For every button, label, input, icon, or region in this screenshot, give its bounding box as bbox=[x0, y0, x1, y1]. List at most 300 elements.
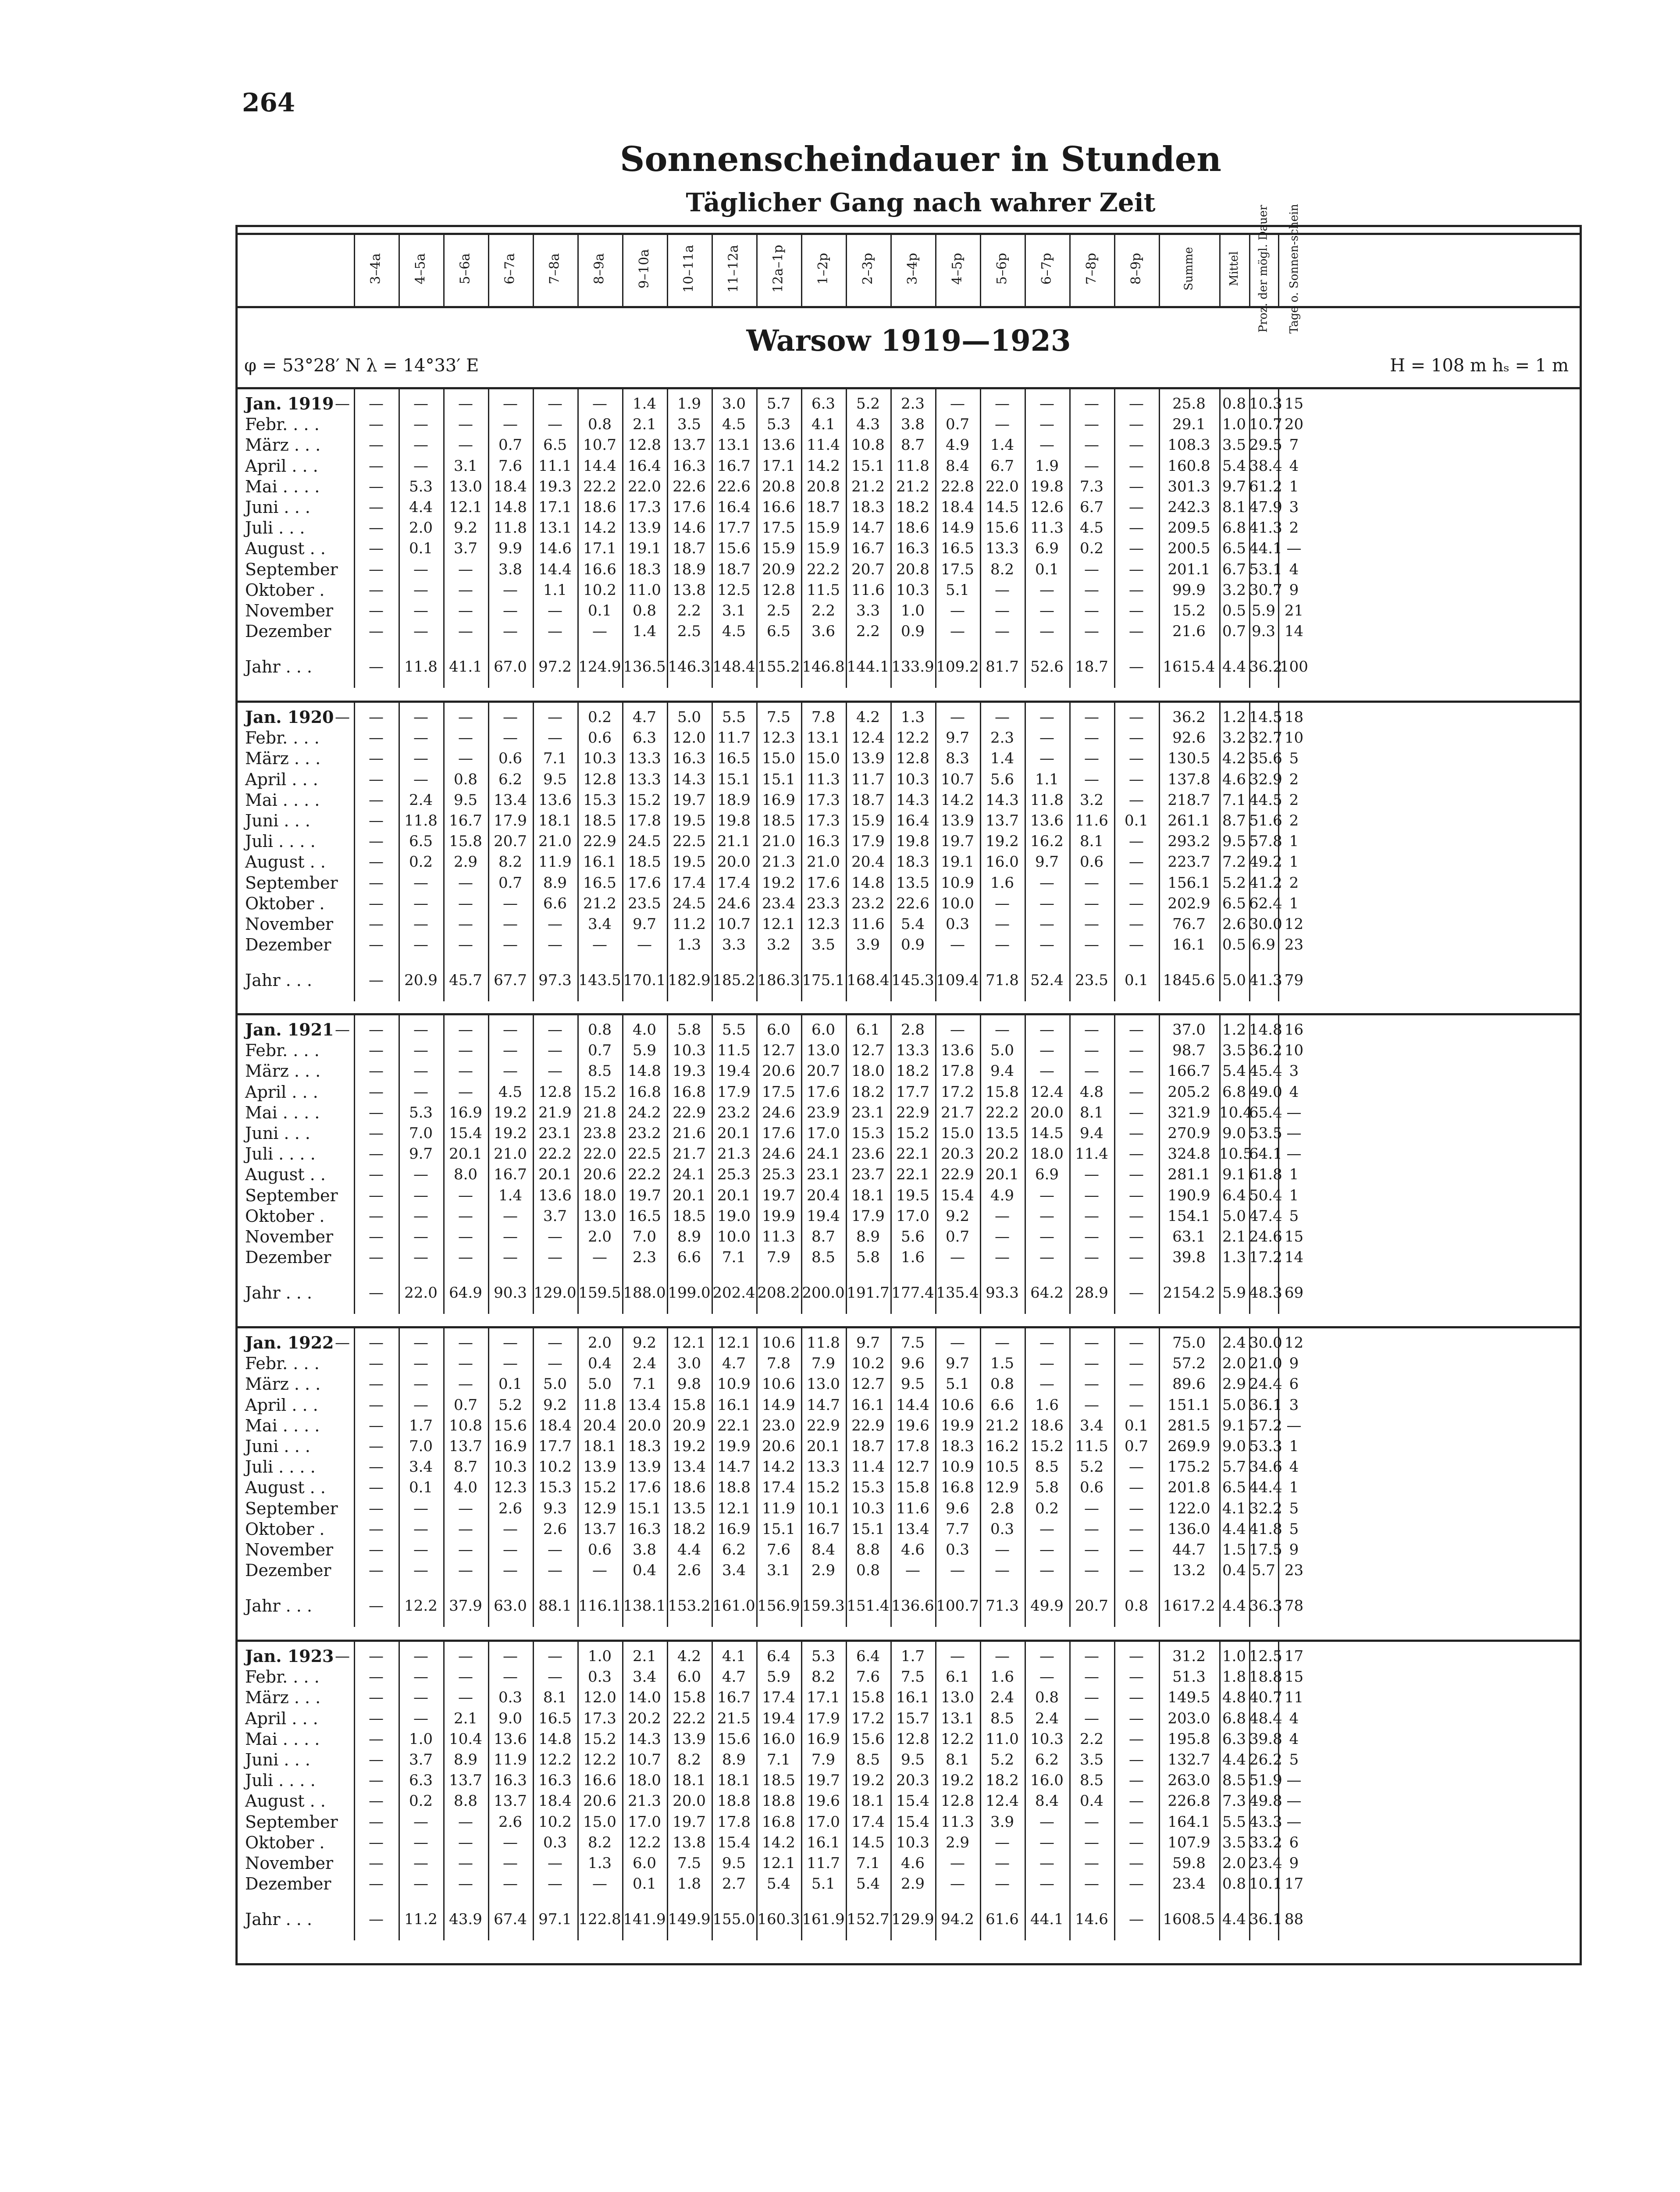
table-cell: 14.2 bbox=[583, 519, 616, 537]
table-cell: 4.7 bbox=[722, 1668, 746, 1686]
table-cell: 21.3 bbox=[628, 1792, 661, 1810]
table-cell: 0.3 bbox=[945, 915, 970, 933]
table-cell: 67.0 bbox=[494, 658, 527, 676]
table-cell: — bbox=[548, 936, 562, 954]
table-cell: — bbox=[369, 1103, 384, 1121]
table-cell: 8.4 bbox=[1035, 1792, 1059, 1810]
table-cell: 0.4 bbox=[587, 1355, 612, 1373]
table-cell: 12.8 bbox=[628, 436, 661, 454]
table-cell: 3.4 bbox=[587, 915, 612, 933]
table-cell: 15.1 bbox=[717, 770, 751, 788]
table-cell: 17.2 bbox=[1249, 1249, 1282, 1267]
table-cell: 2.3 bbox=[901, 395, 925, 413]
table-cell: 9.2 bbox=[543, 1396, 567, 1414]
table-cell: 324.8 bbox=[1167, 1145, 1210, 1163]
table-cell: 14.7 bbox=[717, 1458, 751, 1476]
table-cell: 67.4 bbox=[494, 1911, 527, 1929]
table-cell: 4.6 bbox=[901, 1854, 925, 1872]
table-cell: 9.2 bbox=[453, 519, 478, 537]
table-cell: 135.4 bbox=[936, 1284, 979, 1302]
table-cell: — bbox=[369, 1854, 384, 1872]
table-cell: 17.0 bbox=[807, 1124, 840, 1142]
table-cell: 24.6 bbox=[762, 1145, 795, 1163]
table-cell: 12.4 bbox=[851, 729, 885, 747]
table-cell: 7.6 bbox=[498, 457, 523, 475]
table-cell: 20.7 bbox=[807, 1062, 840, 1080]
table-cell: — bbox=[369, 1499, 384, 1517]
table-cell: 22.2 bbox=[628, 1166, 661, 1184]
month-label: April . . . bbox=[245, 456, 318, 476]
table-cell: 12.9 bbox=[583, 1499, 616, 1517]
table-cell: — bbox=[995, 1541, 1010, 1559]
table-cell: 18.5 bbox=[628, 853, 661, 871]
table-cell: 8.0 bbox=[453, 1166, 478, 1184]
table-cell: 51.9 bbox=[1249, 1772, 1282, 1790]
table-cell: 1 bbox=[1289, 1438, 1299, 1455]
table-cell: 17.2 bbox=[941, 1083, 974, 1101]
table-cell: 28.9 bbox=[1075, 1284, 1108, 1302]
table-cell: 29.5 bbox=[1249, 436, 1282, 454]
table-cell: 3.5 bbox=[811, 936, 836, 954]
table-cell: 44.1 bbox=[1030, 1911, 1064, 1929]
table-cell: 4.5 bbox=[498, 1083, 523, 1101]
table-cell: 12.8 bbox=[896, 750, 929, 768]
table-cell: 12.2 bbox=[628, 1833, 661, 1851]
table-cell: 18.5 bbox=[762, 1772, 795, 1790]
table-cell: — bbox=[1286, 1416, 1302, 1434]
table-cell: 186.3 bbox=[757, 971, 800, 989]
table-cell: 218.7 bbox=[1167, 791, 1210, 809]
table-cell: — bbox=[1039, 1334, 1054, 1352]
table-cell: 4 bbox=[1289, 457, 1299, 475]
table-cell: — bbox=[458, 1228, 473, 1245]
table-cell: 5.2 bbox=[1222, 874, 1246, 892]
table-cell: 226.8 bbox=[1167, 1792, 1210, 1810]
month-label: November bbox=[245, 915, 334, 934]
table-cell: 203.0 bbox=[1167, 1709, 1210, 1727]
table-cell: 5.0 bbox=[990, 1042, 1014, 1060]
table-cell: 14.3 bbox=[896, 791, 929, 809]
table-cell: — bbox=[1129, 436, 1144, 454]
table-cell: 0.3 bbox=[543, 1833, 567, 1851]
table-cell: 6.0 bbox=[766, 1021, 791, 1039]
table-cell: 5.0 bbox=[543, 1375, 567, 1393]
table-cell: 18.3 bbox=[896, 853, 929, 871]
table-cell: — bbox=[503, 1520, 518, 1538]
table-cell: 0.6 bbox=[587, 729, 612, 747]
table-cell: — bbox=[503, 1562, 518, 1580]
table-cell: 301.3 bbox=[1167, 477, 1210, 495]
table-cell: — bbox=[950, 623, 965, 641]
table-cell: 13.6 bbox=[941, 1042, 974, 1060]
table-cell: 10.3 bbox=[896, 581, 929, 599]
table-cell: 8.1 bbox=[1222, 498, 1246, 516]
table-cell: 11.9 bbox=[494, 1751, 527, 1769]
table-cell: — bbox=[1084, 416, 1099, 434]
table-cell: 201.8 bbox=[1167, 1479, 1210, 1497]
table-cell: 22.0 bbox=[404, 1284, 438, 1302]
month-label: August . . bbox=[245, 1791, 326, 1811]
table-cell: 17.4 bbox=[851, 1813, 885, 1831]
month-label: Juni . . . bbox=[245, 1437, 310, 1456]
table-cell: — bbox=[1084, 1228, 1099, 1245]
table-cell: — bbox=[1129, 1833, 1144, 1851]
table-cell: 12.8 bbox=[583, 770, 616, 788]
table-cell: 2.6 bbox=[677, 1562, 701, 1580]
table-cell: 23.2 bbox=[628, 1124, 661, 1142]
table-cell: 12.6 bbox=[1030, 498, 1064, 516]
table-cell: — bbox=[369, 1284, 384, 1302]
table-cell: 116.1 bbox=[578, 1597, 621, 1615]
table-cell: 6.8 bbox=[1222, 1709, 1246, 1727]
table-cell: 13.5 bbox=[673, 1499, 706, 1517]
table-cell: 63.1 bbox=[1172, 1228, 1206, 1245]
table-cell: — bbox=[950, 936, 965, 954]
table-cell: — bbox=[369, 1689, 384, 1707]
table-cell: 14.6 bbox=[1075, 1911, 1108, 1929]
table-cell: 23.2 bbox=[717, 1103, 751, 1121]
table-cell: 15.0 bbox=[941, 1124, 974, 1142]
table-cell: 22.1 bbox=[896, 1166, 929, 1184]
table-cell: 16.5 bbox=[583, 874, 616, 892]
table-cell: — bbox=[1129, 770, 1144, 788]
month-label: November bbox=[245, 1854, 334, 1873]
table-cell: — bbox=[503, 1021, 518, 1039]
table-cell: 17.5 bbox=[762, 519, 795, 537]
table-cell: 30.7 bbox=[1249, 581, 1282, 599]
table-cell: — bbox=[1129, 1124, 1144, 1142]
table-cell: 36.2 bbox=[1172, 708, 1206, 726]
table-cell: — bbox=[458, 560, 473, 578]
table-cell: — bbox=[458, 602, 473, 619]
table-cell: 13.6 bbox=[1030, 812, 1064, 829]
table-cell: 81.7 bbox=[986, 658, 1019, 676]
table-cell: 1.8 bbox=[677, 1875, 701, 1893]
table-cell: 4.9 bbox=[990, 1186, 1014, 1204]
table-cell: 17.4 bbox=[762, 1479, 795, 1497]
table-cell: 14.8 bbox=[851, 874, 885, 892]
table-cell: 2.0 bbox=[409, 519, 433, 537]
table-cell: 5.8 bbox=[856, 1249, 880, 1267]
table-cell: 57.2 bbox=[1172, 1355, 1206, 1373]
table-cell: — bbox=[503, 1249, 518, 1267]
table-cell: 69 bbox=[1284, 1284, 1304, 1302]
table-cell: 20.8 bbox=[896, 560, 929, 578]
month-label: Oktober . bbox=[245, 580, 325, 600]
table-cell: 14.8 bbox=[1249, 1021, 1282, 1039]
page-number: 264 bbox=[242, 88, 295, 117]
month-label: November bbox=[245, 1540, 334, 1559]
table-cell: 12.0 bbox=[673, 729, 706, 747]
table-cell: 14.2 bbox=[762, 1833, 795, 1851]
table-cell: — bbox=[1129, 1689, 1144, 1707]
table-cell: — bbox=[1129, 894, 1144, 912]
table-cell: — bbox=[1129, 1875, 1144, 1893]
table-cell: — bbox=[413, 729, 428, 747]
table-cell: 10.5 bbox=[986, 1458, 1019, 1476]
table-cell: 1.4 bbox=[498, 1186, 523, 1204]
table-cell: 3.5 bbox=[1222, 1833, 1246, 1851]
table-cell: — bbox=[503, 1854, 518, 1872]
table-cell: 24.2 bbox=[628, 1103, 661, 1121]
table-cell: 5.9 bbox=[1251, 602, 1276, 619]
table-cell: — bbox=[413, 457, 428, 475]
table-cell: 14.3 bbox=[986, 791, 1019, 809]
table-cell: — bbox=[369, 1207, 384, 1225]
table-cell: 0.3 bbox=[587, 1668, 612, 1686]
table-cell: — bbox=[369, 477, 384, 495]
table-cell: 12 bbox=[1284, 915, 1304, 933]
table-cell: 10.5 bbox=[1219, 1145, 1253, 1163]
table-cell: — bbox=[503, 1833, 518, 1851]
table-cell: 45.7 bbox=[449, 971, 482, 989]
table-cell: 3.9 bbox=[856, 936, 880, 954]
table-cell: 2.1 bbox=[632, 1648, 657, 1665]
month-label: Dezember bbox=[245, 1561, 331, 1580]
table-cell: — bbox=[1129, 1228, 1144, 1245]
table-cell: — bbox=[1129, 1911, 1144, 1929]
column-header: Summe bbox=[1182, 247, 1196, 291]
table-cell: 0.6 bbox=[1079, 853, 1104, 871]
table-cell: 109.2 bbox=[936, 658, 979, 676]
table-cell: — bbox=[413, 1021, 428, 1039]
table-cell: 2.3 bbox=[990, 729, 1014, 747]
table-cell: 7.5 bbox=[677, 1854, 701, 1872]
table-cell: 6.0 bbox=[632, 1854, 657, 1872]
table-cell: 4.6 bbox=[1222, 770, 1246, 788]
table-cell: — bbox=[369, 1228, 384, 1245]
table-cell: 182.9 bbox=[668, 971, 711, 989]
table-cell: 9.3 bbox=[543, 1499, 567, 1517]
table-cell: 13.3 bbox=[628, 750, 661, 768]
table-cell: — bbox=[369, 708, 384, 726]
table-cell: 19.1 bbox=[628, 540, 661, 558]
table-cell: 1 bbox=[1289, 1166, 1299, 1184]
table-cell: 223.7 bbox=[1167, 853, 1210, 871]
table-cell: — bbox=[1039, 1541, 1054, 1559]
table-cell: 19.8 bbox=[1030, 477, 1064, 495]
table-cell: 29.1 bbox=[1172, 416, 1206, 434]
table-cell: 1.3 bbox=[1222, 1249, 1246, 1267]
table-cell: 10.1 bbox=[807, 1499, 840, 1517]
table-cell: 17.6 bbox=[628, 1479, 661, 1497]
table-cell: 13.1 bbox=[717, 436, 751, 454]
table-cell: — bbox=[1039, 915, 1054, 933]
table-cell: — bbox=[458, 416, 473, 434]
table-cell: 5.2 bbox=[856, 395, 880, 413]
table-cell: 16.3 bbox=[628, 1520, 661, 1538]
table-cell: 30.0 bbox=[1249, 915, 1282, 933]
table-cell: 1.0 bbox=[1222, 1648, 1246, 1665]
table-cell: 64.1 bbox=[1249, 1145, 1282, 1163]
table-cell: 22.2 bbox=[673, 1709, 706, 1727]
table-cell: — bbox=[369, 1062, 384, 1080]
table-cell: 10.3 bbox=[673, 1042, 706, 1060]
table-cell: 2.2 bbox=[811, 602, 836, 619]
table-cell: 0.1 bbox=[1124, 971, 1149, 989]
table-cell: 18.0 bbox=[628, 1772, 661, 1790]
column-header: 12a–1p bbox=[771, 245, 787, 293]
table-cell: 13.6 bbox=[538, 791, 572, 809]
table-cell: 15.8 bbox=[851, 1689, 885, 1707]
table-cell: 43.3 bbox=[1249, 1813, 1282, 1831]
table-cell: 2.4 bbox=[990, 1689, 1014, 1707]
table-cell: — bbox=[1129, 416, 1144, 434]
table-cell: — bbox=[1129, 519, 1144, 537]
table-cell: 190.9 bbox=[1167, 1186, 1210, 1204]
table-cell: — bbox=[592, 395, 607, 413]
table-cell: — bbox=[1129, 1499, 1144, 1517]
table-cell: 9.9 bbox=[498, 540, 523, 558]
table-cell: — bbox=[548, 1541, 562, 1559]
table-cell: — bbox=[1084, 770, 1099, 788]
table-cell: 16.9 bbox=[494, 1438, 527, 1455]
table-cell: 7.3 bbox=[1079, 477, 1104, 495]
table-cell: 19.2 bbox=[941, 1772, 974, 1790]
table-cell: — bbox=[1084, 1334, 1099, 1352]
table-cell: 18.0 bbox=[583, 1186, 616, 1204]
table-cell: 3.7 bbox=[409, 1751, 433, 1769]
table-cell: 15 bbox=[1284, 1668, 1304, 1686]
table-cell: — bbox=[1084, 1186, 1099, 1204]
table-cell: — bbox=[548, 1854, 562, 1872]
table-cell: 10.3 bbox=[851, 1499, 885, 1517]
table-cell: — bbox=[413, 1541, 428, 1559]
table-cell: 14.5 bbox=[1030, 1124, 1064, 1142]
table-cell: 11.3 bbox=[941, 1813, 974, 1831]
table-cell: 38.4 bbox=[1249, 457, 1282, 475]
table-cell: 22.2 bbox=[538, 1145, 572, 1163]
table-cell: 5.1 bbox=[811, 1875, 836, 1893]
table-cell: 12.1 bbox=[717, 1499, 751, 1517]
table-cell: 18.9 bbox=[717, 791, 751, 809]
table-cell: — bbox=[1084, 1062, 1099, 1080]
table-cell: 1.2 bbox=[1222, 708, 1246, 726]
table-cell: — bbox=[1084, 1689, 1099, 1707]
table-cell: 5.4 bbox=[1222, 1062, 1246, 1080]
table-cell: 23.1 bbox=[538, 1124, 572, 1142]
table-cell: 24.1 bbox=[673, 1166, 706, 1184]
month-label: Febr. . . . bbox=[245, 728, 320, 748]
table-cell: 2.4 bbox=[409, 791, 433, 809]
table-cell: 12.8 bbox=[941, 1792, 974, 1810]
table-cell: — bbox=[1039, 1520, 1054, 1538]
month-label: November bbox=[245, 601, 334, 620]
table-cell: 20.4 bbox=[807, 1186, 840, 1204]
table-cell: — bbox=[1039, 1668, 1054, 1686]
table-cell: — bbox=[1039, 1249, 1054, 1267]
table-cell: 14.6 bbox=[538, 540, 572, 558]
table-cell: 1617.2 bbox=[1163, 1597, 1215, 1615]
table-cell: 19.9 bbox=[762, 1207, 795, 1225]
table-cell: 4.4 bbox=[1222, 1597, 1246, 1615]
table-cell: 17.9 bbox=[494, 812, 527, 829]
table-cell: 13.0 bbox=[807, 1042, 840, 1060]
table-cell: 5.4 bbox=[766, 1875, 791, 1893]
sunshine-table bbox=[235, 204, 1582, 1965]
table-cell: 17.7 bbox=[896, 1083, 929, 1101]
table-cell: 12.1 bbox=[673, 1334, 706, 1352]
table-cell: 12.3 bbox=[494, 1479, 527, 1497]
table-cell: — bbox=[458, 936, 473, 954]
table-cell: 64.2 bbox=[1030, 1284, 1064, 1302]
table-cell: 18.5 bbox=[583, 812, 616, 829]
table-cell: 0.2 bbox=[409, 853, 433, 871]
table-cell: 10.7 bbox=[583, 436, 616, 454]
table-cell: 19.5 bbox=[673, 853, 706, 871]
table-cell: 3.2 bbox=[1222, 581, 1246, 599]
table-cell: 0.3 bbox=[990, 1520, 1014, 1538]
table-cell: 5.5 bbox=[722, 1021, 746, 1039]
table-cell: 177.4 bbox=[891, 1284, 934, 1302]
table-cell: — bbox=[458, 1689, 473, 1707]
table-cell: — bbox=[413, 1833, 428, 1851]
table-cell: 15.0 bbox=[762, 750, 795, 768]
table-cell: 16.3 bbox=[896, 540, 929, 558]
table-cell: 41.1 bbox=[449, 658, 482, 676]
column-header: 2–3p bbox=[860, 253, 876, 285]
table-cell: 1615.4 bbox=[1163, 658, 1215, 676]
table-cell: 24.6 bbox=[1249, 1228, 1282, 1245]
table-cell: — bbox=[458, 623, 473, 641]
table-cell: 10.3 bbox=[494, 1458, 527, 1476]
table-cell: — bbox=[1286, 1103, 1302, 1121]
table-cell: 5.9 bbox=[766, 1668, 791, 1686]
table-cell: — bbox=[503, 1062, 518, 1080]
table-cell: — bbox=[503, 708, 518, 726]
table-cell: 1845.6 bbox=[1163, 971, 1215, 989]
table-cell: 36.2 bbox=[1249, 658, 1282, 676]
table-cell: 12.8 bbox=[538, 1083, 572, 1101]
table-cell: 160.8 bbox=[1167, 457, 1210, 475]
table-cell: 3.0 bbox=[722, 395, 746, 413]
table-cell: 7.0 bbox=[632, 1228, 657, 1245]
table-cell: — bbox=[503, 1228, 518, 1245]
month-label: Juni . . . bbox=[245, 1124, 310, 1143]
table-cell: 8.7 bbox=[901, 436, 925, 454]
table-cell: — bbox=[369, 936, 384, 954]
table-cell: 10.7 bbox=[941, 770, 974, 788]
table-cell: — bbox=[1039, 750, 1054, 768]
table-cell: 9.6 bbox=[945, 1499, 970, 1517]
table-cell: 8.9 bbox=[453, 1751, 478, 1769]
month-label: August . . bbox=[245, 852, 326, 872]
table-cell: 24.1 bbox=[807, 1145, 840, 1163]
table-cell: 16.6 bbox=[583, 560, 616, 578]
table-cell: 10.6 bbox=[762, 1334, 795, 1352]
table-cell: 15.4 bbox=[449, 1124, 482, 1142]
table-cell: — bbox=[369, 833, 384, 850]
table-cell: 18.4 bbox=[538, 1416, 572, 1434]
table-cell: 15.1 bbox=[851, 1520, 885, 1538]
table-cell: 36.1 bbox=[1249, 1911, 1282, 1929]
table-cell: 2.9 bbox=[453, 853, 478, 871]
table-cell: 21.6 bbox=[1172, 623, 1206, 641]
table-cell: — bbox=[1129, 1166, 1144, 1184]
table-cell: — bbox=[413, 894, 428, 912]
table-cell: 5.4 bbox=[856, 1875, 880, 1893]
table-cell: 6.5 bbox=[1222, 894, 1246, 912]
table-cell: — bbox=[369, 1375, 384, 1393]
table-cell: 14.4 bbox=[896, 1396, 929, 1414]
month-label: Juli . . . . bbox=[245, 1144, 316, 1164]
table-cell: 3.2 bbox=[1222, 729, 1246, 747]
table-cell: 2.6 bbox=[498, 1499, 523, 1517]
table-cell: — bbox=[995, 1875, 1010, 1893]
table-cell: 12.1 bbox=[449, 498, 482, 516]
table-cell: 11.7 bbox=[717, 729, 751, 747]
table-cell: — bbox=[1039, 1875, 1054, 1893]
